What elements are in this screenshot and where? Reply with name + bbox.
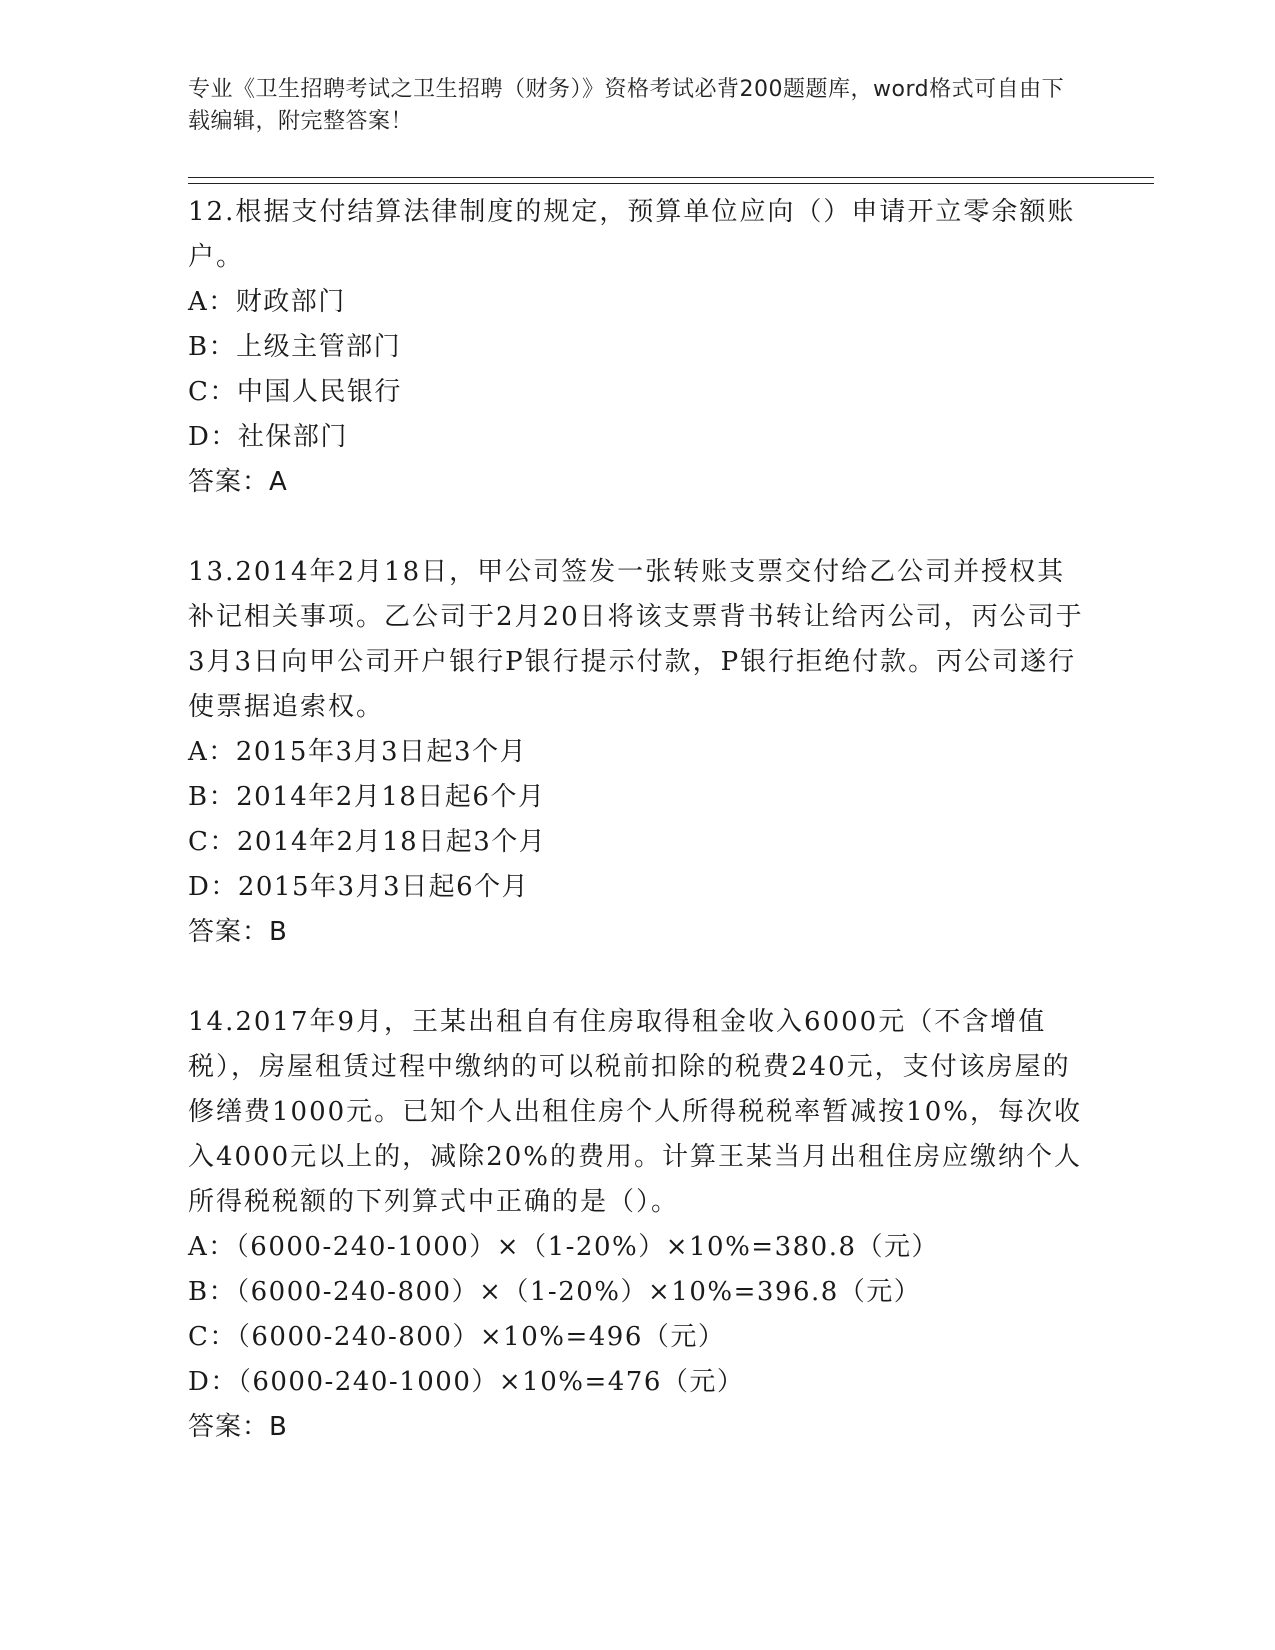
- question-spacer: [188, 505, 1088, 550]
- option-b: B：（6000-240-800）×（1-20%）×10%=396.8（元）: [188, 1277, 922, 1307]
- option-b: B：2014年2月18日起6个月: [188, 782, 546, 812]
- question-text: 13.2014年2月18日，甲公司签发一张转账支票交付给乙公司并授权其补记相关事项。乙公司于2月20日将该支票背书转让给丙公司，丙公司于3月3日向甲公司开户银行P银行提示付款，P银行拒绝付款。丙公司遂行使票据追索权。: [188, 557, 1084, 722]
- question-13: [188, 550, 1088, 955]
- option-c: C：2014年2月18日起3个月: [188, 827, 547, 857]
- answer-line: 答案：B: [188, 1412, 288, 1442]
- question-list: [188, 190, 1088, 1450]
- question-text: 12.根据支付结算法律制度的规定，预算单位应向（）申请开立零余额账户。: [188, 197, 1076, 272]
- option-d: D：（6000-240-1000）×10%=476（元）: [188, 1367, 745, 1397]
- option-c: C：中国人民银行: [188, 377, 402, 407]
- question-text: 14.2017年9月，王某出租自有住房取得租金收入6000元（不含增值税），房屋租赁过程中缴纳的可以税前扣除的税费240元，支付该房屋的修缮费1000元。已知个人出租住房个人所得税税率暂减按10%，每次收入4000元以上的，减除20%的费用。计算王某当月出租住房应缴纳个人所得税税额的下列算式中正确的是（）。: [188, 1007, 1082, 1217]
- question-spacer: [188, 955, 1088, 1000]
- option-a: A：2015年3月3日起3个月: [188, 737, 528, 767]
- document-header: 专业《卫生招聘考试之卫生招聘（财务）》资格考试必背200题题库，word格式可自由下载编辑，附完整答案！: [188, 77, 1065, 134]
- option-d: D：社保部门: [188, 422, 348, 452]
- option-c: C：（6000-240-800）×10%=496（元）: [188, 1322, 726, 1352]
- option-a: A：财政部门: [188, 287, 346, 317]
- header-divider-bottom: [188, 183, 1154, 184]
- answer-line: 答案：B: [188, 917, 288, 947]
- question-14: [188, 1000, 1088, 1450]
- question-12: [188, 190, 1088, 505]
- option-a: A：（6000-240-1000）×（1-20%）×10%=380.8（元）: [188, 1232, 940, 1262]
- header-divider-top: [188, 177, 1154, 178]
- answer-line: 答案：A: [188, 467, 288, 497]
- option-b: B：上级主管部门: [188, 332, 402, 362]
- option-d: D：2015年3月3日起6个月: [188, 872, 530, 902]
